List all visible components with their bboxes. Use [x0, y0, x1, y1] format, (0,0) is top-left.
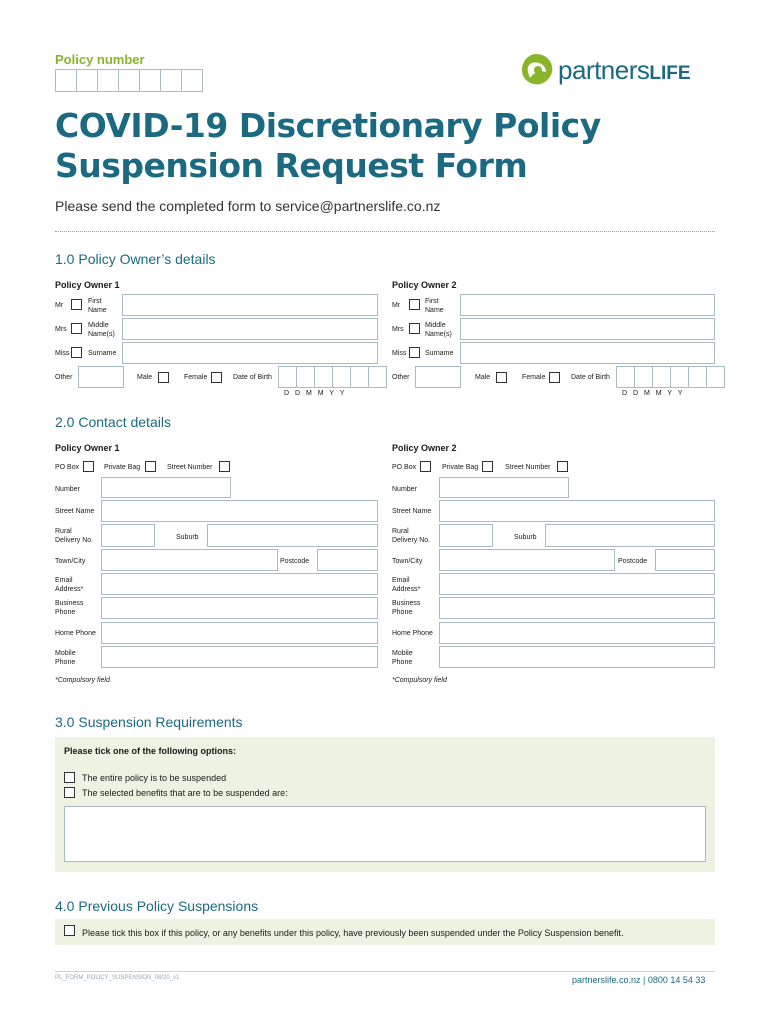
owner1-dob-field[interactable]: [278, 366, 386, 388]
owner2-first-name-field[interactable]: [460, 294, 715, 316]
dob-label: Date of Birth: [233, 374, 272, 381]
partners-life-logo: [516, 50, 691, 90]
surname-label: Surname: [425, 350, 454, 357]
form-code: PL_FORM_POLICY_SUSPENSION_08/20_v1: [55, 975, 180, 981]
owner2-street-number-checkbox[interactable]: [557, 461, 568, 472]
mobile-phone-label: Mobile Phone: [55, 650, 76, 666]
owner1-mr-checkbox[interactable]: [71, 299, 82, 310]
dob-digit[interactable]: [314, 366, 333, 388]
previous-suspension-checkbox[interactable]: [64, 925, 75, 936]
owner2-mrs-checkbox[interactable]: [409, 323, 420, 334]
mobile-phone-label: Mobile Phone: [392, 650, 413, 666]
owner2-street-name-field[interactable]: [439, 500, 715, 522]
section-2-heading: 2.0 Contact details: [55, 414, 171, 430]
owner2-home-phone-field[interactable]: [439, 622, 715, 644]
email-label: Email Address*: [55, 577, 84, 593]
owner1-private-bag-checkbox[interactable]: [145, 461, 156, 472]
owner2-mobile-phone-field[interactable]: [439, 646, 715, 668]
private-bag-label: Private Bag: [104, 464, 141, 471]
policy-number-digit[interactable]: [118, 69, 140, 92]
logo-wordmark: partnersLIFE: [558, 54, 691, 85]
miss-label: Miss: [392, 350, 407, 357]
policy-number-input[interactable]: [55, 69, 202, 92]
street-number-label: Street Number: [505, 464, 551, 471]
owner1-town-city-field[interactable]: [101, 549, 278, 571]
owner1-first-name-field[interactable]: [122, 294, 378, 316]
dob-format-hint: D D M M Y Y: [622, 390, 683, 397]
middle-names-label: Middle Name(s): [425, 322, 452, 338]
owner2-dob-field[interactable]: [616, 366, 724, 388]
owner2-other-title-field[interactable]: [415, 366, 461, 388]
suspension-instruction: Please tick one of the following options:: [64, 746, 237, 756]
miss-label: Miss: [55, 350, 70, 357]
owner1-other-title-field[interactable]: [78, 366, 124, 388]
owner2-male-checkbox[interactable]: [496, 372, 507, 383]
suburb-label: Suburb: [176, 534, 199, 541]
other-label: Other: [55, 374, 73, 381]
po-box-label: PO Box: [392, 464, 417, 471]
po-box-label: PO Box: [55, 464, 80, 471]
owner2-middle-names-field[interactable]: [460, 318, 715, 340]
surname-label: Surname: [88, 350, 117, 357]
owner1-email-field[interactable]: [101, 573, 378, 595]
section-1-heading: 1.0 Policy Owner’s details: [55, 251, 216, 267]
male-label: Male: [475, 374, 491, 381]
male-label: Male: [137, 374, 153, 381]
policy-number-digit[interactable]: [76, 69, 98, 92]
dob-digit[interactable]: [688, 366, 707, 388]
divider: [55, 231, 715, 232]
form-instruction: Please send the completed form to service@partnerslife.co.nz: [55, 198, 441, 214]
compulsory-note: *Compulsory field: [55, 677, 110, 684]
owner2-town-city-field[interactable]: [439, 549, 615, 571]
owner2-surname-field[interactable]: [460, 342, 715, 364]
owner1-home-phone-field[interactable]: [101, 622, 378, 644]
other-label: Other: [392, 374, 410, 381]
owner2-label: Policy Owner 2: [392, 443, 457, 453]
email-label: Email Address*: [392, 577, 421, 593]
dob-digit[interactable]: [616, 366, 635, 388]
town-city-label: Town/City: [55, 558, 86, 565]
compulsory-note: *Compulsory field: [392, 677, 447, 684]
policy-number-label: Policy number: [55, 52, 145, 67]
dob-digit[interactable]: [296, 366, 315, 388]
owner2-rural-delivery-field[interactable]: [439, 524, 493, 547]
owner2-po-box-checkbox[interactable]: [420, 461, 431, 472]
street-name-label: Street Name: [55, 508, 95, 515]
dob-digit[interactable]: [332, 366, 351, 388]
policy-number-digit[interactable]: [181, 69, 203, 92]
suburb-label: Suburb: [514, 534, 537, 541]
owner1-female-checkbox[interactable]: [211, 372, 222, 383]
owner2-label: Policy Owner 2: [392, 280, 457, 290]
owner1-number-field[interactable]: [101, 477, 231, 498]
mrs-label: Mrs: [392, 326, 404, 333]
first-name-label: First Name: [425, 298, 444, 314]
dob-digit[interactable]: [634, 366, 653, 388]
rural-delivery-label: Rural Delivery No.: [55, 528, 94, 544]
owner1-postcode-field[interactable]: [317, 549, 378, 571]
selected-benefits-textarea[interactable]: [64, 806, 706, 862]
owner1-male-checkbox[interactable]: [158, 372, 169, 383]
dob-digit[interactable]: [652, 366, 671, 388]
dob-label: Date of Birth: [571, 374, 610, 381]
female-label: Female: [184, 374, 208, 381]
street-name-label: Street Name: [392, 508, 432, 515]
owner2-private-bag-checkbox[interactable]: [482, 461, 493, 472]
owner1-miss-checkbox[interactable]: [71, 347, 82, 358]
policy-number-digit[interactable]: [160, 69, 182, 92]
footer-divider: [55, 971, 715, 972]
postcode-label: Postcode: [618, 558, 648, 565]
business-phone-label: Business Phone: [55, 600, 84, 616]
owner2-mr-checkbox[interactable]: [409, 299, 420, 310]
rural-delivery-label: Rural Delivery No.: [392, 528, 431, 544]
dob-format-hint: D D M M Y Y: [284, 390, 345, 397]
owner1-po-box-checkbox[interactable]: [83, 461, 94, 472]
owner2-business-phone-field[interactable]: [439, 597, 715, 619]
dob-digit[interactable]: [706, 366, 725, 388]
footer-contact: partnerslife.co.nz | 0800 14 54 33: [572, 975, 706, 985]
business-phone-label: Business Phone: [392, 600, 421, 616]
owner2-suburb-field[interactable]: [545, 524, 715, 547]
town-city-label: Town/City: [392, 558, 423, 565]
number-label: Number: [392, 486, 417, 493]
street-number-label: Street Number: [167, 464, 213, 471]
dob-digit[interactable]: [368, 366, 387, 388]
entire-policy-label: The entire policy is to be suspended: [82, 773, 227, 783]
postcode-label: Postcode: [280, 558, 310, 565]
owner1-label: Policy Owner 1: [55, 280, 120, 290]
owner1-street-name-field[interactable]: [101, 500, 378, 522]
section-4-heading: 4.0 Previous Policy Suspensions: [55, 898, 259, 914]
number-label: Number: [55, 486, 80, 493]
owner2-female-checkbox[interactable]: [549, 372, 560, 383]
dob-digit[interactable]: [670, 366, 689, 388]
owner1-mobile-phone-field[interactable]: [101, 646, 378, 668]
owner1-suburb-field[interactable]: [207, 524, 378, 547]
section-3-heading: 3.0 Suspension Requirements: [55, 714, 243, 730]
form-title: COVID-19 Discretionary Policy Suspension Request Form: [55, 106, 601, 185]
middle-names-label: Middle Name(s): [88, 322, 115, 338]
policy-number-digit[interactable]: [55, 69, 77, 92]
leaf-logo-icon: [516, 50, 556, 90]
private-bag-label: Private Bag: [442, 464, 479, 471]
home-phone-label: Home Phone: [55, 630, 96, 637]
owner2-email-field[interactable]: [439, 573, 715, 595]
previous-suspension-label: Please tick this box if this policy, or any benefits under this policy, have previously been suspended under the Policy Suspension benefit.: [82, 928, 624, 938]
mr-label: Mr: [392, 302, 401, 309]
selected-benefits-checkbox[interactable]: [64, 787, 75, 798]
owner1-street-number-checkbox[interactable]: [219, 461, 230, 472]
owner1-rural-delivery-field[interactable]: [101, 524, 155, 547]
owner1-surname-field[interactable]: [122, 342, 378, 364]
dob-digit[interactable]: [278, 366, 297, 388]
owner2-miss-checkbox[interactable]: [409, 347, 420, 358]
policy-number-digit[interactable]: [139, 69, 161, 92]
home-phone-label: Home Phone: [392, 630, 433, 637]
first-name-label: First Name: [88, 298, 107, 314]
owner2-postcode-field[interactable]: [655, 549, 715, 571]
policy-number-digit[interactable]: [97, 69, 119, 92]
owner1-mrs-checkbox[interactable]: [71, 323, 82, 334]
owner1-middle-names-field[interactable]: [122, 318, 378, 340]
mr-label: Mr: [55, 302, 64, 309]
female-label: Female: [522, 374, 546, 381]
entire-policy-checkbox[interactable]: [64, 772, 75, 783]
owner2-number-field[interactable]: [439, 477, 569, 498]
selected-benefits-label: The selected benefits that are to be suspended are:: [82, 788, 288, 798]
mrs-label: Mrs: [55, 326, 67, 333]
dob-digit[interactable]: [350, 366, 369, 388]
owner1-label: Policy Owner 1: [55, 443, 120, 453]
owner1-business-phone-field[interactable]: [101, 597, 378, 619]
